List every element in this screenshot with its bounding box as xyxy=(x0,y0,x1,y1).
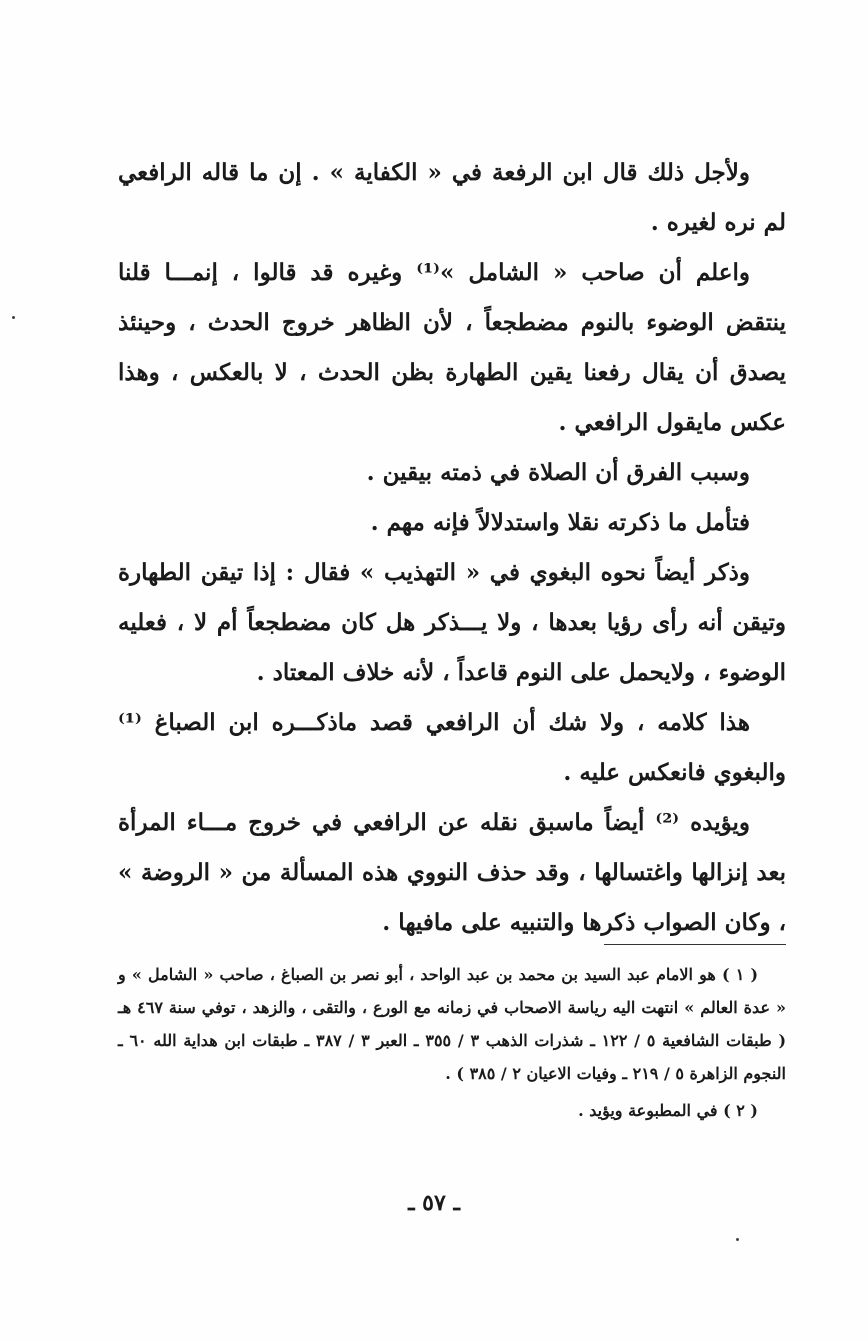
paragraph-2: واعلم أن صاحب « الشامل »⁽¹⁾ وغيره قد قالوا ، إنمـــا قلنا ينتقض الوضوء بالنوم مضطجعاً ، لأن الظاهر خروج الحدث ، وحينئذ يصدق أن يقال رفعنا يقين الطهارة بظن الحدث ، لا بالعكس ، وهذا عكس مايقول الرافعي . xyxy=(118,259,786,436)
paragraph-1: ولأجل ذلك قال ابن الرفعة في « الكفاية » . إن ما قاله الرافعي لم نره لغيره . xyxy=(118,159,786,236)
paragraph-3: وسبب الفرق أن الصلاة في ذمته بيقين . xyxy=(366,459,750,486)
scan-speck xyxy=(736,1238,739,1241)
paragraph-7: ويؤيده ⁽²⁾ أيضاً ماسبق نقله عن الرافعي في خروج مـــاء المرأة بعد إنزالها واغتسالها ، وقد حذف النووي هذه المسألة من « الروضة » ، وكان الصواب ذكرها والتنبيه على مافيها . xyxy=(118,809,786,936)
footnote-1: ( ١ ) هو الامام عبد السيد بن محمد بن عبد الواحد ، أبو نصر بن الصباغ ، صاحب « الشامل » و « عدة العالم » انتهت اليه رياسة الاصحاب في زمانه مع الورع ، والتقى ، والزهد ، توفي سنة ٤٦٧ هـ ( طبقات الشافعية ٥ / ١٢٢ ـ شذرات الذهب ٣ / ٣٥٥ ـ العبر ٣ / ٣٨٧ ـ طبقات ابن هداية الله ٦٠ ـ النجوم الزاهرة ٥ / ٢١٩ ـ وفيات الاعيان ٢ / ٣٨٥ ) . xyxy=(118,965,787,1083)
scan-speck xyxy=(12,316,15,319)
main-text xyxy=(118,148,786,948)
paragraph-4: فتأمل ما ذكرته نقلا واستدلالاً فإنه مهم . xyxy=(370,509,750,536)
footnote-2: ( ٢ ) في المطبوعة ويؤيد . xyxy=(578,1101,758,1120)
footnotes xyxy=(118,958,786,1127)
paragraph-6: هذا كلامه ، ولا شك أن الرافعي قصد ماذكـــره ابن الصباغ ⁽¹⁾ والبغوي فانعكس عليه . xyxy=(118,709,786,786)
footnote-divider xyxy=(604,944,786,945)
paragraph-5: وذكر أيضاً نحوه البغوي في « التهذيب » فقال : إذا تيقن الطهارة وتيقن أنه رأى رؤيا بعدها ، ولا يـــذكر هل كان مضطجعاً أم لا ، فعليه الوضوء ، ولايحمل على النوم قاعداً ، لأنه خلاف المعتاد . xyxy=(118,559,786,686)
page-number: ـ ٥٧ ـ xyxy=(408,1190,460,1216)
